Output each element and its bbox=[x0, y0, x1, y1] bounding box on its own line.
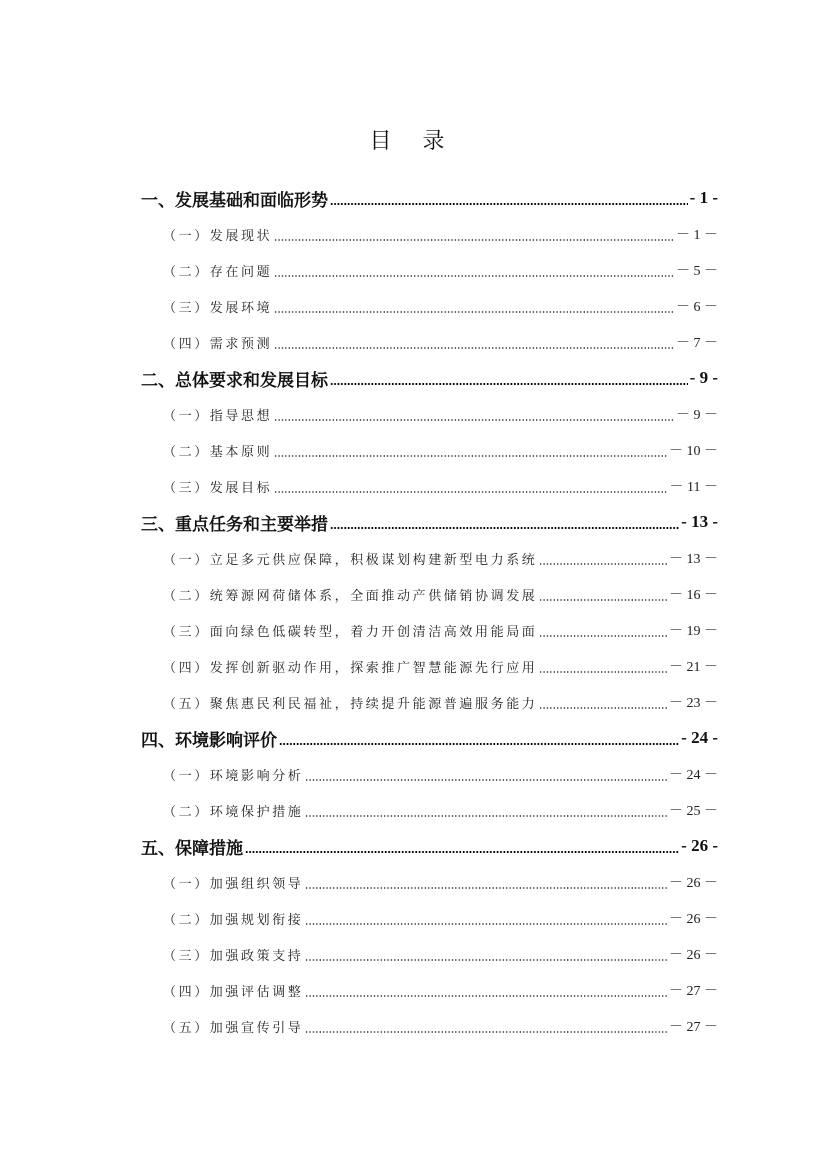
dot-leader bbox=[274, 455, 667, 457]
dot-leader bbox=[539, 635, 667, 637]
toc-entry-page-number: - 13 - bbox=[681, 512, 718, 531]
toc-entry-page-number: - 9 - bbox=[689, 368, 718, 387]
toc-entry-page-number: － 26 － bbox=[669, 876, 718, 891]
dot-leader bbox=[305, 923, 667, 925]
toc-section-entry[interactable] bbox=[141, 504, 718, 540]
toc-entry-label: （五）聚焦惠民利民福祉，持续提升能源普遍服务能力 bbox=[163, 696, 538, 712]
toc-entry-label: 二、总体要求和发展目标 bbox=[141, 370, 328, 391]
toc-entry-label: （二）存在问题 bbox=[163, 264, 273, 280]
toc-entry-page-number: － 25 － bbox=[669, 804, 718, 819]
toc-entry-label: （四）加强评估调整 bbox=[163, 984, 304, 1000]
toc-entry-label: （二）环境保护措施 bbox=[163, 804, 304, 820]
toc-entry-page-number: － 11 － bbox=[669, 480, 718, 495]
dot-leader bbox=[330, 527, 679, 529]
toc-entry-page-number: － 26 － bbox=[669, 948, 718, 963]
toc-subsection-entry[interactable] bbox=[141, 396, 718, 432]
toc-subsection-entry[interactable] bbox=[141, 972, 718, 1008]
toc-entry-page-number: － 24 － bbox=[669, 768, 718, 783]
toc-section-entry[interactable] bbox=[141, 720, 718, 756]
dot-leader bbox=[274, 275, 674, 277]
page-title: 目 录 bbox=[369, 129, 457, 154]
toc-entry-label: 四、环境影响评价 bbox=[141, 730, 277, 751]
toc-subsection-entry[interactable] bbox=[141, 432, 718, 468]
toc-entry-label: （三）面向绿色低碳转型，着力开创清洁高效用能局面 bbox=[163, 624, 538, 640]
toc-subsection-entry[interactable] bbox=[141, 900, 718, 936]
toc-entry-page-number: - 1 - bbox=[689, 188, 718, 207]
toc-entry-label: 三、重点任务和主要举措 bbox=[141, 514, 328, 535]
dot-leader bbox=[539, 707, 667, 709]
dot-leader bbox=[305, 959, 667, 961]
toc-subsection-entry[interactable] bbox=[141, 468, 718, 504]
dot-leader bbox=[539, 671, 667, 673]
toc-entry-label: （二）基本原则 bbox=[163, 444, 273, 460]
toc-entry-label: （一）立足多元供应保障，积极谋划构建新型电力系统 bbox=[163, 552, 538, 568]
toc-entry-label: （三）发展环境 bbox=[163, 300, 273, 316]
toc-entry-label: 一、发展基础和面临形势 bbox=[141, 190, 328, 211]
toc-section-entry[interactable] bbox=[141, 360, 718, 396]
toc-entry-label: （二）统筹源网荷储体系，全面推动产供储销协调发展 bbox=[163, 588, 538, 604]
toc-entry-label: （二）加强规划衔接 bbox=[163, 912, 304, 928]
toc-section-entry[interactable] bbox=[141, 828, 718, 864]
toc-entry-label: （四）需求预测 bbox=[163, 336, 273, 352]
toc-entry-page-number: － 5 － bbox=[676, 264, 718, 279]
toc-subsection-entry[interactable] bbox=[141, 864, 718, 900]
toc-entry-label: （三）发展目标 bbox=[163, 480, 273, 496]
toc-entry-label: （一）加强组织领导 bbox=[163, 876, 304, 892]
toc-subsection-entry[interactable] bbox=[141, 216, 718, 252]
toc-entry-page-number: － 19 － bbox=[669, 624, 718, 639]
dot-leader bbox=[305, 887, 667, 889]
toc-entry-page-number: － 10 － bbox=[669, 444, 718, 459]
dot-leader bbox=[274, 491, 667, 493]
toc-subsection-entry[interactable] bbox=[141, 1008, 718, 1044]
toc-entry-page-number: － 26 － bbox=[669, 912, 718, 927]
dot-leader bbox=[279, 743, 679, 745]
toc-subsection-entry[interactable] bbox=[141, 288, 718, 324]
toc-entry-page-number: － 27 － bbox=[669, 1020, 718, 1035]
toc-subsection-entry[interactable] bbox=[141, 540, 718, 576]
toc-subsection-entry[interactable] bbox=[141, 648, 718, 684]
dot-leader bbox=[274, 311, 674, 313]
toc-entry-page-number: - 24 - bbox=[681, 728, 718, 747]
dot-leader bbox=[245, 851, 679, 853]
toc-entry-label: （一）发展现状 bbox=[163, 228, 273, 244]
toc-entry-page-number: － 16 － bbox=[669, 588, 718, 603]
toc-entry-label: （五）加强宣传引导 bbox=[163, 1020, 304, 1036]
toc-entry-page-number: － 13 － bbox=[669, 552, 718, 567]
dot-leader bbox=[539, 563, 667, 565]
dot-leader bbox=[539, 599, 667, 601]
toc-entry-label: （一）环境影响分析 bbox=[163, 768, 304, 784]
toc-entry-page-number: － 21 － bbox=[669, 660, 718, 675]
table-of-contents bbox=[141, 180, 718, 1044]
toc-entry-page-number: － 7 － bbox=[676, 336, 718, 351]
toc-entry-page-number: - 26 - bbox=[681, 836, 718, 855]
toc-entry-page-number: － 23 － bbox=[669, 696, 718, 711]
dot-leader bbox=[305, 1031, 667, 1033]
toc-subsection-entry[interactable] bbox=[141, 792, 718, 828]
toc-entry-page-number: － 9 － bbox=[676, 408, 718, 423]
dot-leader bbox=[330, 383, 688, 385]
dot-leader bbox=[274, 239, 674, 241]
toc-entry-page-number: － 1 － bbox=[676, 228, 718, 243]
dot-leader bbox=[305, 815, 667, 817]
dot-leader bbox=[274, 419, 674, 421]
toc-entry-page-number: － 6 － bbox=[676, 300, 718, 315]
toc-subsection-entry[interactable] bbox=[141, 252, 718, 288]
dot-leader bbox=[305, 995, 667, 997]
toc-subsection-entry[interactable] bbox=[141, 576, 718, 612]
toc-subsection-entry[interactable] bbox=[141, 936, 718, 972]
toc-section-entry[interactable] bbox=[141, 180, 718, 216]
dot-leader bbox=[274, 347, 674, 349]
toc-subsection-entry[interactable] bbox=[141, 684, 718, 720]
dot-leader bbox=[305, 779, 667, 781]
toc-subsection-entry[interactable] bbox=[141, 324, 718, 360]
toc-subsection-entry[interactable] bbox=[141, 612, 718, 648]
toc-subsection-entry[interactable] bbox=[141, 756, 718, 792]
toc-entry-label: （四）发挥创新驱动作用，探索推广智慧能源先行应用 bbox=[163, 660, 538, 676]
toc-entry-label: （三）加强政策支持 bbox=[163, 948, 304, 964]
toc-entry-label: 五、保障措施 bbox=[141, 838, 243, 859]
toc-entry-page-number: － 27 － bbox=[669, 984, 718, 999]
dot-leader bbox=[330, 203, 688, 205]
toc-entry-label: （一）指导思想 bbox=[163, 408, 273, 424]
